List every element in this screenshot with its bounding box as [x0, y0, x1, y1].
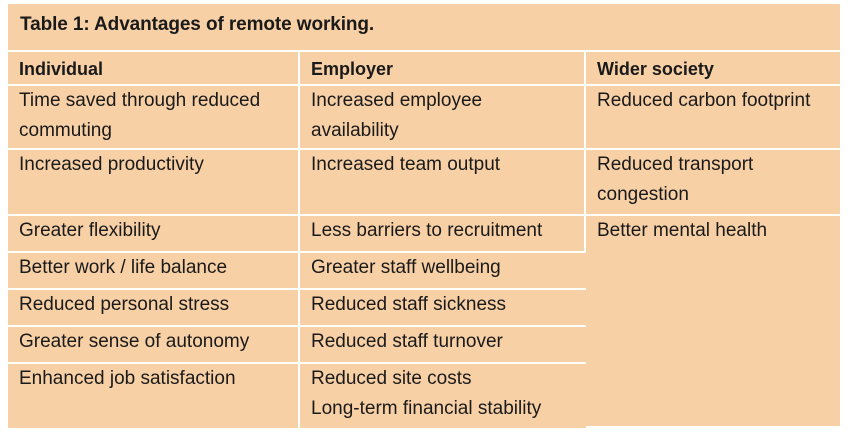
table-title: Table 1: Advantages of remote working.	[8, 4, 840, 50]
header-individual: Individual	[8, 52, 300, 86]
cell-employer: Greater staff wellbeing	[300, 253, 586, 290]
cell-individual: Reduced personal stress	[8, 290, 300, 327]
table-row	[8, 216, 840, 253]
header-row	[8, 52, 840, 86]
cell-wider-society: Better mental health	[586, 216, 840, 428]
cell-individual: Greater sense of autonomy	[8, 327, 300, 364]
cell-employer: Reduced staff sickness	[300, 290, 586, 327]
cell-employer: Reduced staff turnover	[300, 327, 586, 364]
cell-individual: Better work / life balance	[8, 253, 300, 290]
cell-text: Increased team output	[311, 154, 501, 175]
cell-wider-society	[586, 150, 840, 216]
cell-individual: Greater flexibility	[8, 216, 300, 253]
cell-individual	[8, 86, 300, 150]
cell-individual	[8, 150, 300, 216]
cell-text: congestion	[597, 184, 689, 205]
cell-individual	[8, 364, 300, 428]
header-employer: Employer	[300, 52, 586, 86]
header-wider-society: Wider society	[586, 52, 840, 86]
cell-text: Long-term financial stability	[311, 398, 542, 419]
cell-employer: Less barriers to recruitment	[300, 216, 586, 253]
table-row	[8, 86, 840, 150]
table-row	[8, 150, 840, 216]
cell-employer	[300, 150, 586, 216]
cell-text: Increased productivity	[19, 154, 204, 175]
cell-text: Time saved through reduced	[19, 90, 261, 111]
cell-text: Enhanced job satisfaction	[19, 368, 236, 389]
cell-text: commuting	[19, 120, 112, 141]
advantages-table	[8, 52, 840, 428]
cell-employer	[300, 86, 586, 150]
cell-wider-society	[586, 86, 840, 150]
cell-employer	[300, 364, 586, 428]
cell-text: Reduced carbon footprint	[597, 90, 811, 111]
cell-text: availability	[311, 120, 399, 141]
cell-text: Reduced transport	[597, 154, 754, 175]
cell-text: Reduced site costs	[311, 368, 472, 389]
cell-text: Increased employee	[311, 90, 483, 111]
